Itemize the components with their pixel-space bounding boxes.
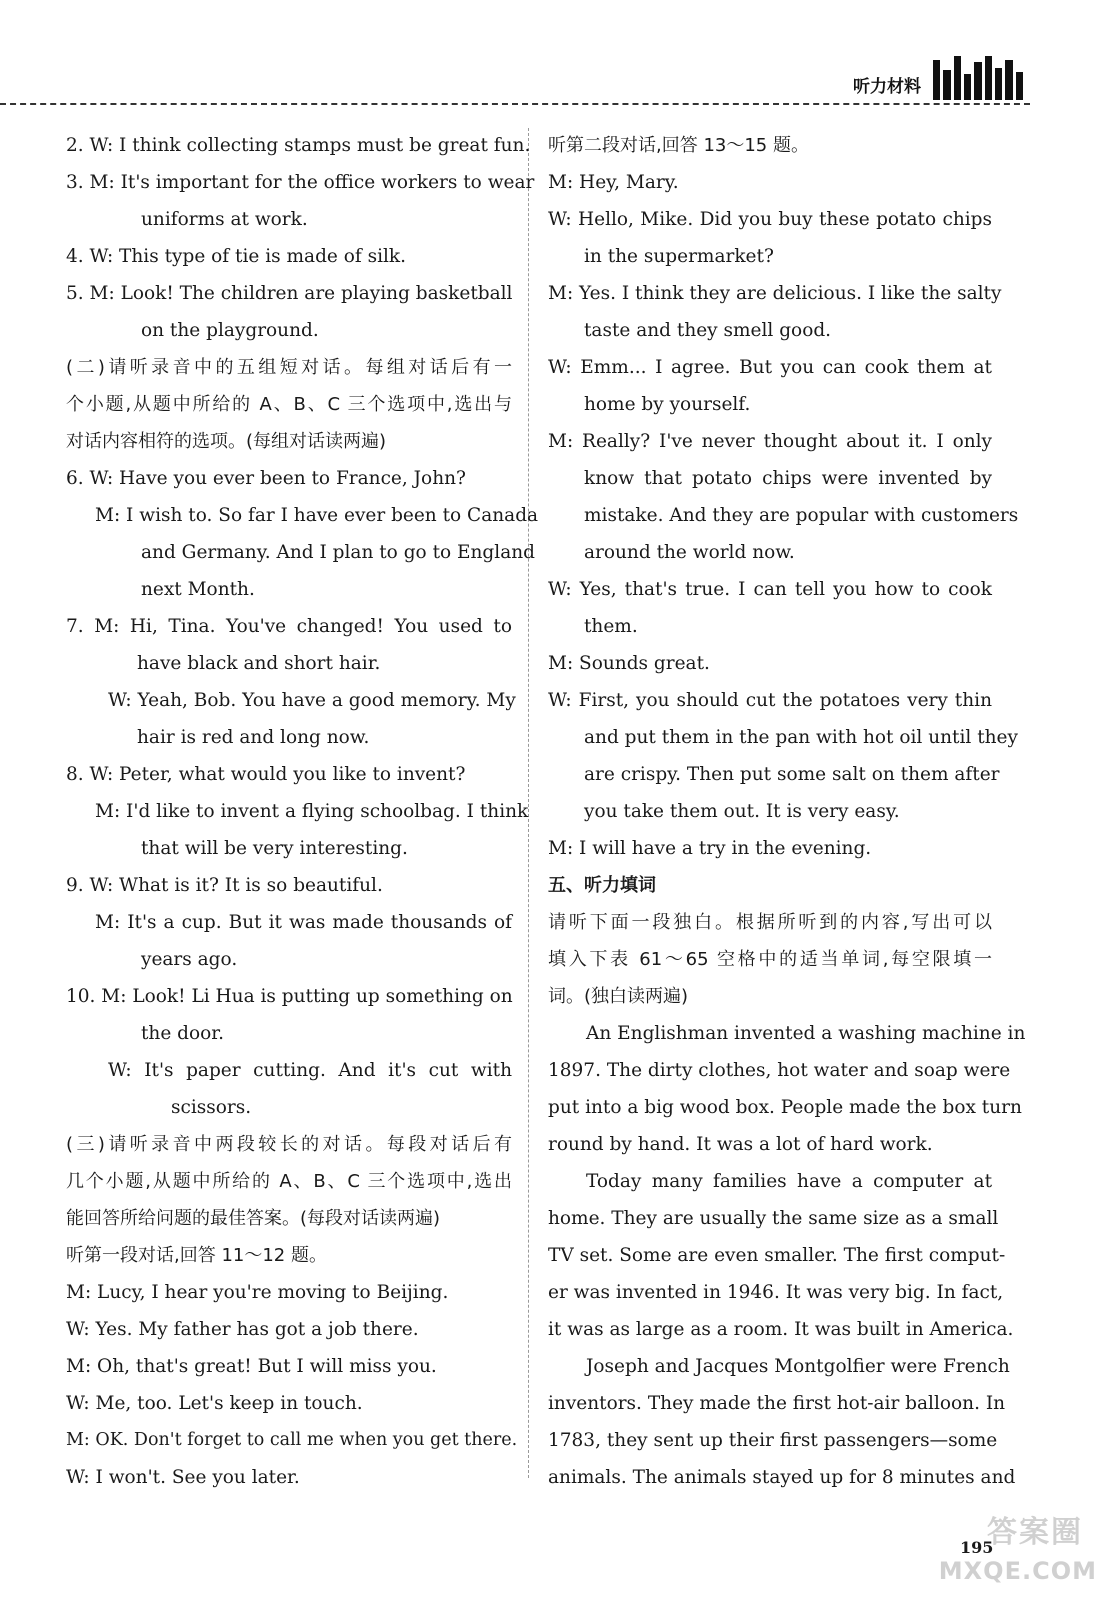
text-line: W: First, you should cut the potatoes very thin <box>548 690 992 711</box>
text-line: inventors. They made the first hot-air balloon. In <box>548 1393 1006 1414</box>
watermark-logo <box>900 1505 1101 1600</box>
section-instruction: 几个小题,从题中所给的 A、B、C 三个选项中,选出 <box>66 1171 512 1192</box>
text-line: M: Really? I've never thought about it. I only <box>548 431 992 452</box>
text-line: 3. M: It's important for the office workers to wear <box>66 172 535 193</box>
text-line: them. <box>584 616 638 637</box>
text-line: 7. M: Hi, Tina. You've changed! You used to <box>66 616 512 637</box>
text-line: you take them out. It is very easy. <box>584 801 900 822</box>
text-line: W: Yes. My father has got a job there. <box>66 1319 419 1340</box>
text-line: M: I will have a try in the evening. <box>548 838 872 859</box>
watermark-text-top: 答案圈 <box>987 1515 1083 1550</box>
section-instruction: 能回答所给问题的最佳答案。(每段对话读两遍) <box>66 1208 441 1229</box>
section-instruction: 填入下表 61～65 空格中的适当单词,每空限填一 <box>548 949 992 970</box>
section-instruction: 对话内容相符的选项。(每组对话读两遍) <box>66 431 387 452</box>
section-title: 听力材料 <box>853 77 921 97</box>
left-column <box>66 127 539 1496</box>
text-line: Joseph and Jacques Montgolfier were French <box>586 1356 1010 1377</box>
page-header <box>0 0 1101 110</box>
section-instruction: 个小题,从题中所给的 A、B、C 三个选项中,选出与 <box>66 394 512 415</box>
text-line: the door. <box>141 1023 224 1044</box>
text-line: home by yourself. <box>584 394 751 415</box>
text-line: M: Hey, Mary. <box>548 172 679 193</box>
text-line: uniforms at work. <box>141 209 308 230</box>
barcode-decoration <box>933 56 1023 100</box>
text-line: around the world now. <box>584 542 795 563</box>
text-line: on the playground. <box>141 320 319 341</box>
right-column <box>548 127 1026 1496</box>
text-line: Today many families have a computer at <box>586 1171 992 1192</box>
text-line: know that potato chips were invented by <box>584 468 992 489</box>
header-rule <box>0 103 1030 105</box>
text-line: 5. M: Look! The children are playing basketball <box>66 283 513 304</box>
text-line: 10. M: Look! Li Hua is putting up something on <box>66 986 513 1007</box>
text-line: W: Me, too. Let's keep in touch. <box>66 1393 363 1414</box>
text-line: An Englishman invented a washing machine in <box>586 1023 1026 1044</box>
text-line: M: I wish to. So far I have ever been to Canada <box>95 505 539 526</box>
text-line: M: Oh, that's great! But I will miss you. <box>66 1356 437 1377</box>
text-line: 8. W: Peter, what would you like to invent? <box>66 764 466 785</box>
text-line: M: Yes. I think they are delicious. I like the salty <box>548 283 1002 304</box>
text-line: W: It's paper cutting. And it's cut with <box>108 1060 512 1081</box>
text-line: TV set. Some are even smaller. The first comput- <box>548 1245 1006 1266</box>
text-line: 6. W: Have you ever been to France, John? <box>66 468 466 489</box>
text-line: 1783, they sent up their first passengers—some <box>548 1430 998 1451</box>
section-instruction: (二)请听录音中的五组短对话。每组对话后有一 <box>66 357 512 378</box>
watermark-text-bottom: MXQE.COM <box>938 1557 1097 1585</box>
section-instruction: (三)请听录音中两段较长的对话。每段对话后有 <box>66 1134 512 1155</box>
text-line: that will be very interesting. <box>141 838 408 859</box>
text-line: mistake. And they are popular with customers <box>584 505 1019 526</box>
text-line: taste and they smell good. <box>584 320 832 341</box>
section-instruction: 词。(独白读两遍) <box>548 986 689 1007</box>
section-heading: 五、听力填词 <box>548 875 656 896</box>
text-line: W: Yes, that's true. I can tell you how to cook <box>548 579 992 600</box>
text-line: have black and short hair. <box>137 653 381 674</box>
text-line: hair is red and long now. <box>137 727 370 748</box>
text-line: it was as large as a room. It was built in America. <box>548 1319 1014 1340</box>
text-line: M: Lucy, I hear you're moving to Beijing. <box>66 1282 449 1303</box>
text-line: and Germany. And I plan to go to England <box>141 542 535 563</box>
subsection-heading: 听第二段对话,回答 13～15 题。 <box>548 135 809 156</box>
text-line: W: Yeah, Bob. You have a good memory. My <box>108 690 516 711</box>
text-line: next Month. <box>141 579 255 600</box>
text-line: M: I'd like to invent a flying schoolbag. I think <box>95 801 529 822</box>
text-line: W: I won't. See you later. <box>66 1467 300 1488</box>
text-line: put into a big wood box. People made the box turn <box>548 1097 1022 1118</box>
text-line: er was invented in 1946. It was very big. In fact, <box>548 1282 1004 1303</box>
page-number: 195 <box>960 1538 994 1557</box>
text-line: M: Sounds great. <box>548 653 710 674</box>
text-line: W: Emm... I agree. But you can cook them at <box>548 357 992 378</box>
text-line: W: Hello, Mike. Did you buy these potato chips <box>548 209 992 230</box>
text-line: 2. W: I think collecting stamps must be great fun. <box>66 135 531 156</box>
text-line: animals. The animals stayed up for 8 minutes and <box>548 1467 1016 1488</box>
text-line: 9. W: What is it? It is so beautiful. <box>66 875 383 896</box>
text-line: 4. W: This type of tie is made of silk. <box>66 246 407 267</box>
text-line: round by hand. It was a lot of hard work. <box>548 1134 933 1155</box>
text-line: and put them in the pan with hot oil until they <box>584 727 1018 748</box>
subsection-heading: 听第一段对话,回答 11～12 题。 <box>66 1245 327 1266</box>
text-line: scissors. <box>171 1097 252 1118</box>
text-line: M: OK. Don't forget to call me when you get there. <box>66 1430 518 1450</box>
text-line: 1897. The dirty clothes, hot water and soap were <box>548 1060 1011 1081</box>
section-instruction: 请听下面一段独白。根据所听到的内容,写出可以 <box>548 912 992 933</box>
text-line: in the supermarket? <box>584 246 774 267</box>
text-line: home. They are usually the same size as a small <box>548 1208 999 1229</box>
text-line: are crispy. Then put some salt on them after <box>584 764 1000 785</box>
text-line: years ago. <box>141 949 238 970</box>
text-line: M: It's a cup. But it was made thousands of <box>95 912 512 933</box>
